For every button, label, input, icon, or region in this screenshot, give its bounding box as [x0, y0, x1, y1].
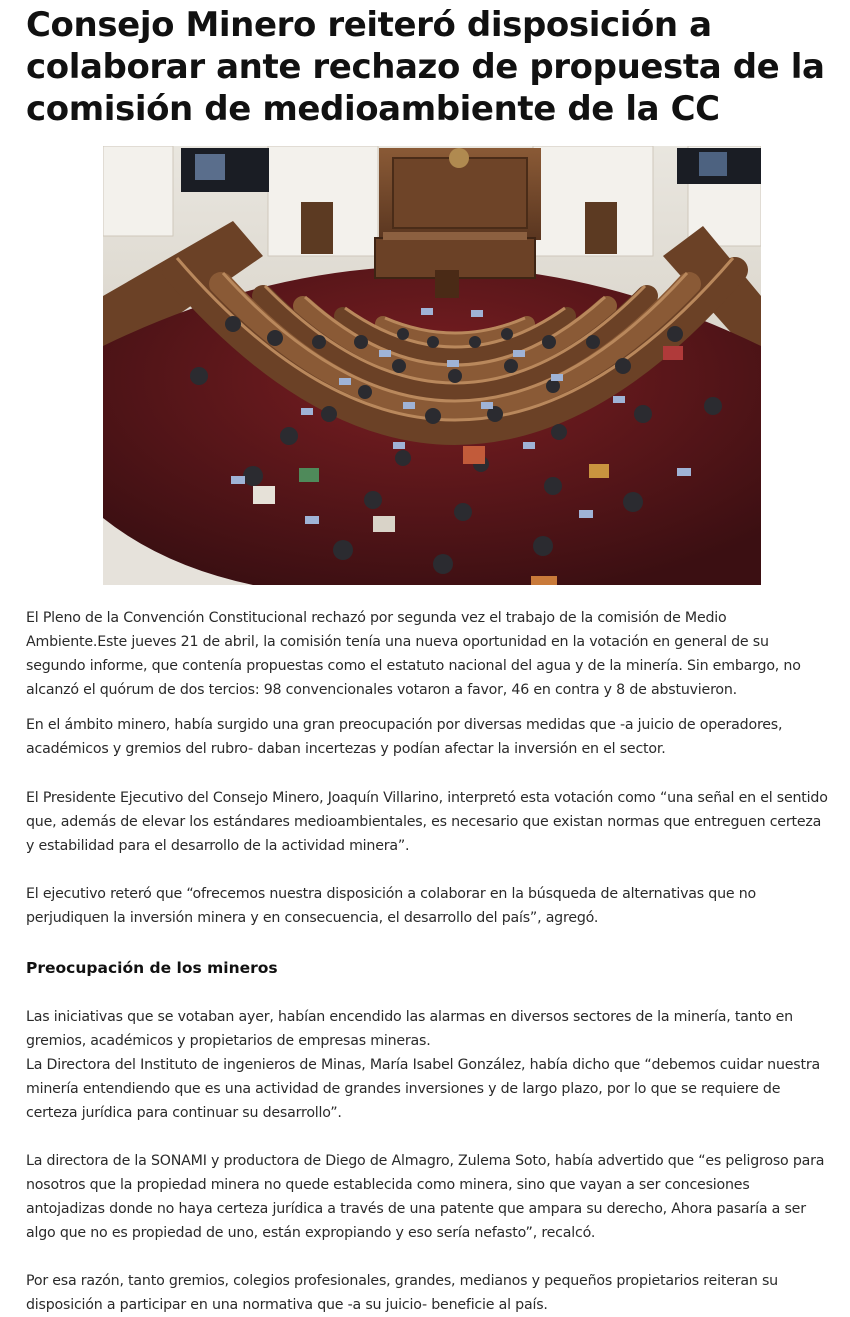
chamber-illustration: [103, 146, 761, 585]
article-headline: Consejo Minero reiteró disposición a colaborar ante rechazo de propuesta de la comisión de medioambiente de la CC: [26, 5, 825, 129]
article: [26, 0, 831, 1313]
paragraph: El Presidente Ejecutivo del Consejo Minero, Joaquín Villarino, interpretó esta votación como “una señal en el sentido que, además de elevar los estándares medioambientales, es necesario que existan normas que entreguen certeza y estabilidad para el desarrollo de la actividad minera”.: [26, 790, 828, 854]
paragraph: Las iniciativas que se votaban ayer, habían encendido las alarmas en diversos sectores de la minería, tanto en gremios, académicos y propietarios de empresas mineras.: [26, 1009, 793, 1049]
paragraph: El Pleno de la Convención Constitucional rechazó por segunda vez el trabajo de la comisión de Medio Ambiente.Este jueves 21 de abril, la comisión tenía una nueva oportunidad en la votación en general de su segundo informe, que contenía propuestas como el estatuto nacional del agua y de la minería. Sin embargo, no alcanzó el quórum de dos tercios: 98 convencionales votaron a favor, 46 en contra y 8 de abstuvieron.: [26, 610, 801, 698]
paragraph: En el ámbito minero, había surgido una gran preocupación por diversas medidas que -a juicio de operadores, académicos y gremios del rubro- daban incertezas y podían afectar la inversión en el sector.: [26, 717, 783, 757]
paragraph: Por esa razón, tanto gremios, colegios profesionales, grandes, medianos y pequeños propietarios reiteran su disposición a participar en una normativa que -a su juicio- beneficie al país.: [26, 1273, 778, 1313]
paragraph: La Directora del Instituto de ingenieros de Minas, María Isabel González, había dicho que “debemos cuidar nuestra minería entendiendo que es una actividad de grandes inversiones y de largo plazo, por lo que se requiere de certeza jurídica para continuar su desarrollo”.: [26, 1057, 820, 1121]
article-body: [26, 606, 831, 1317]
paragraph: La directora de la SONAMI y productora de Diego de Almagro, Zulema Soto, había advertido que “es peligroso para nosotros que la propiedad minera no quede establecida como minera, sino que vayan a ser concesiones antojadizas donde no haya certeza jurídica a través de una patente que ampara su derecho, Ahora pasaría a ser algo que no es propiedad de uno, están expropiando y eso sería nefasto”, recalcó.: [26, 1153, 825, 1241]
section-subheading: Preocupación de los mineros: [26, 959, 278, 977]
paragraph: El ejecutivo reteró que “ofrecemos nuestra disposición a colaborar en la búsqueda de alternativas que no perjudiquen la inversión minera y en consecuencia, el desarrollo del país”, agregó.: [26, 886, 756, 926]
article-photo-convention-plenary: [103, 146, 761, 585]
